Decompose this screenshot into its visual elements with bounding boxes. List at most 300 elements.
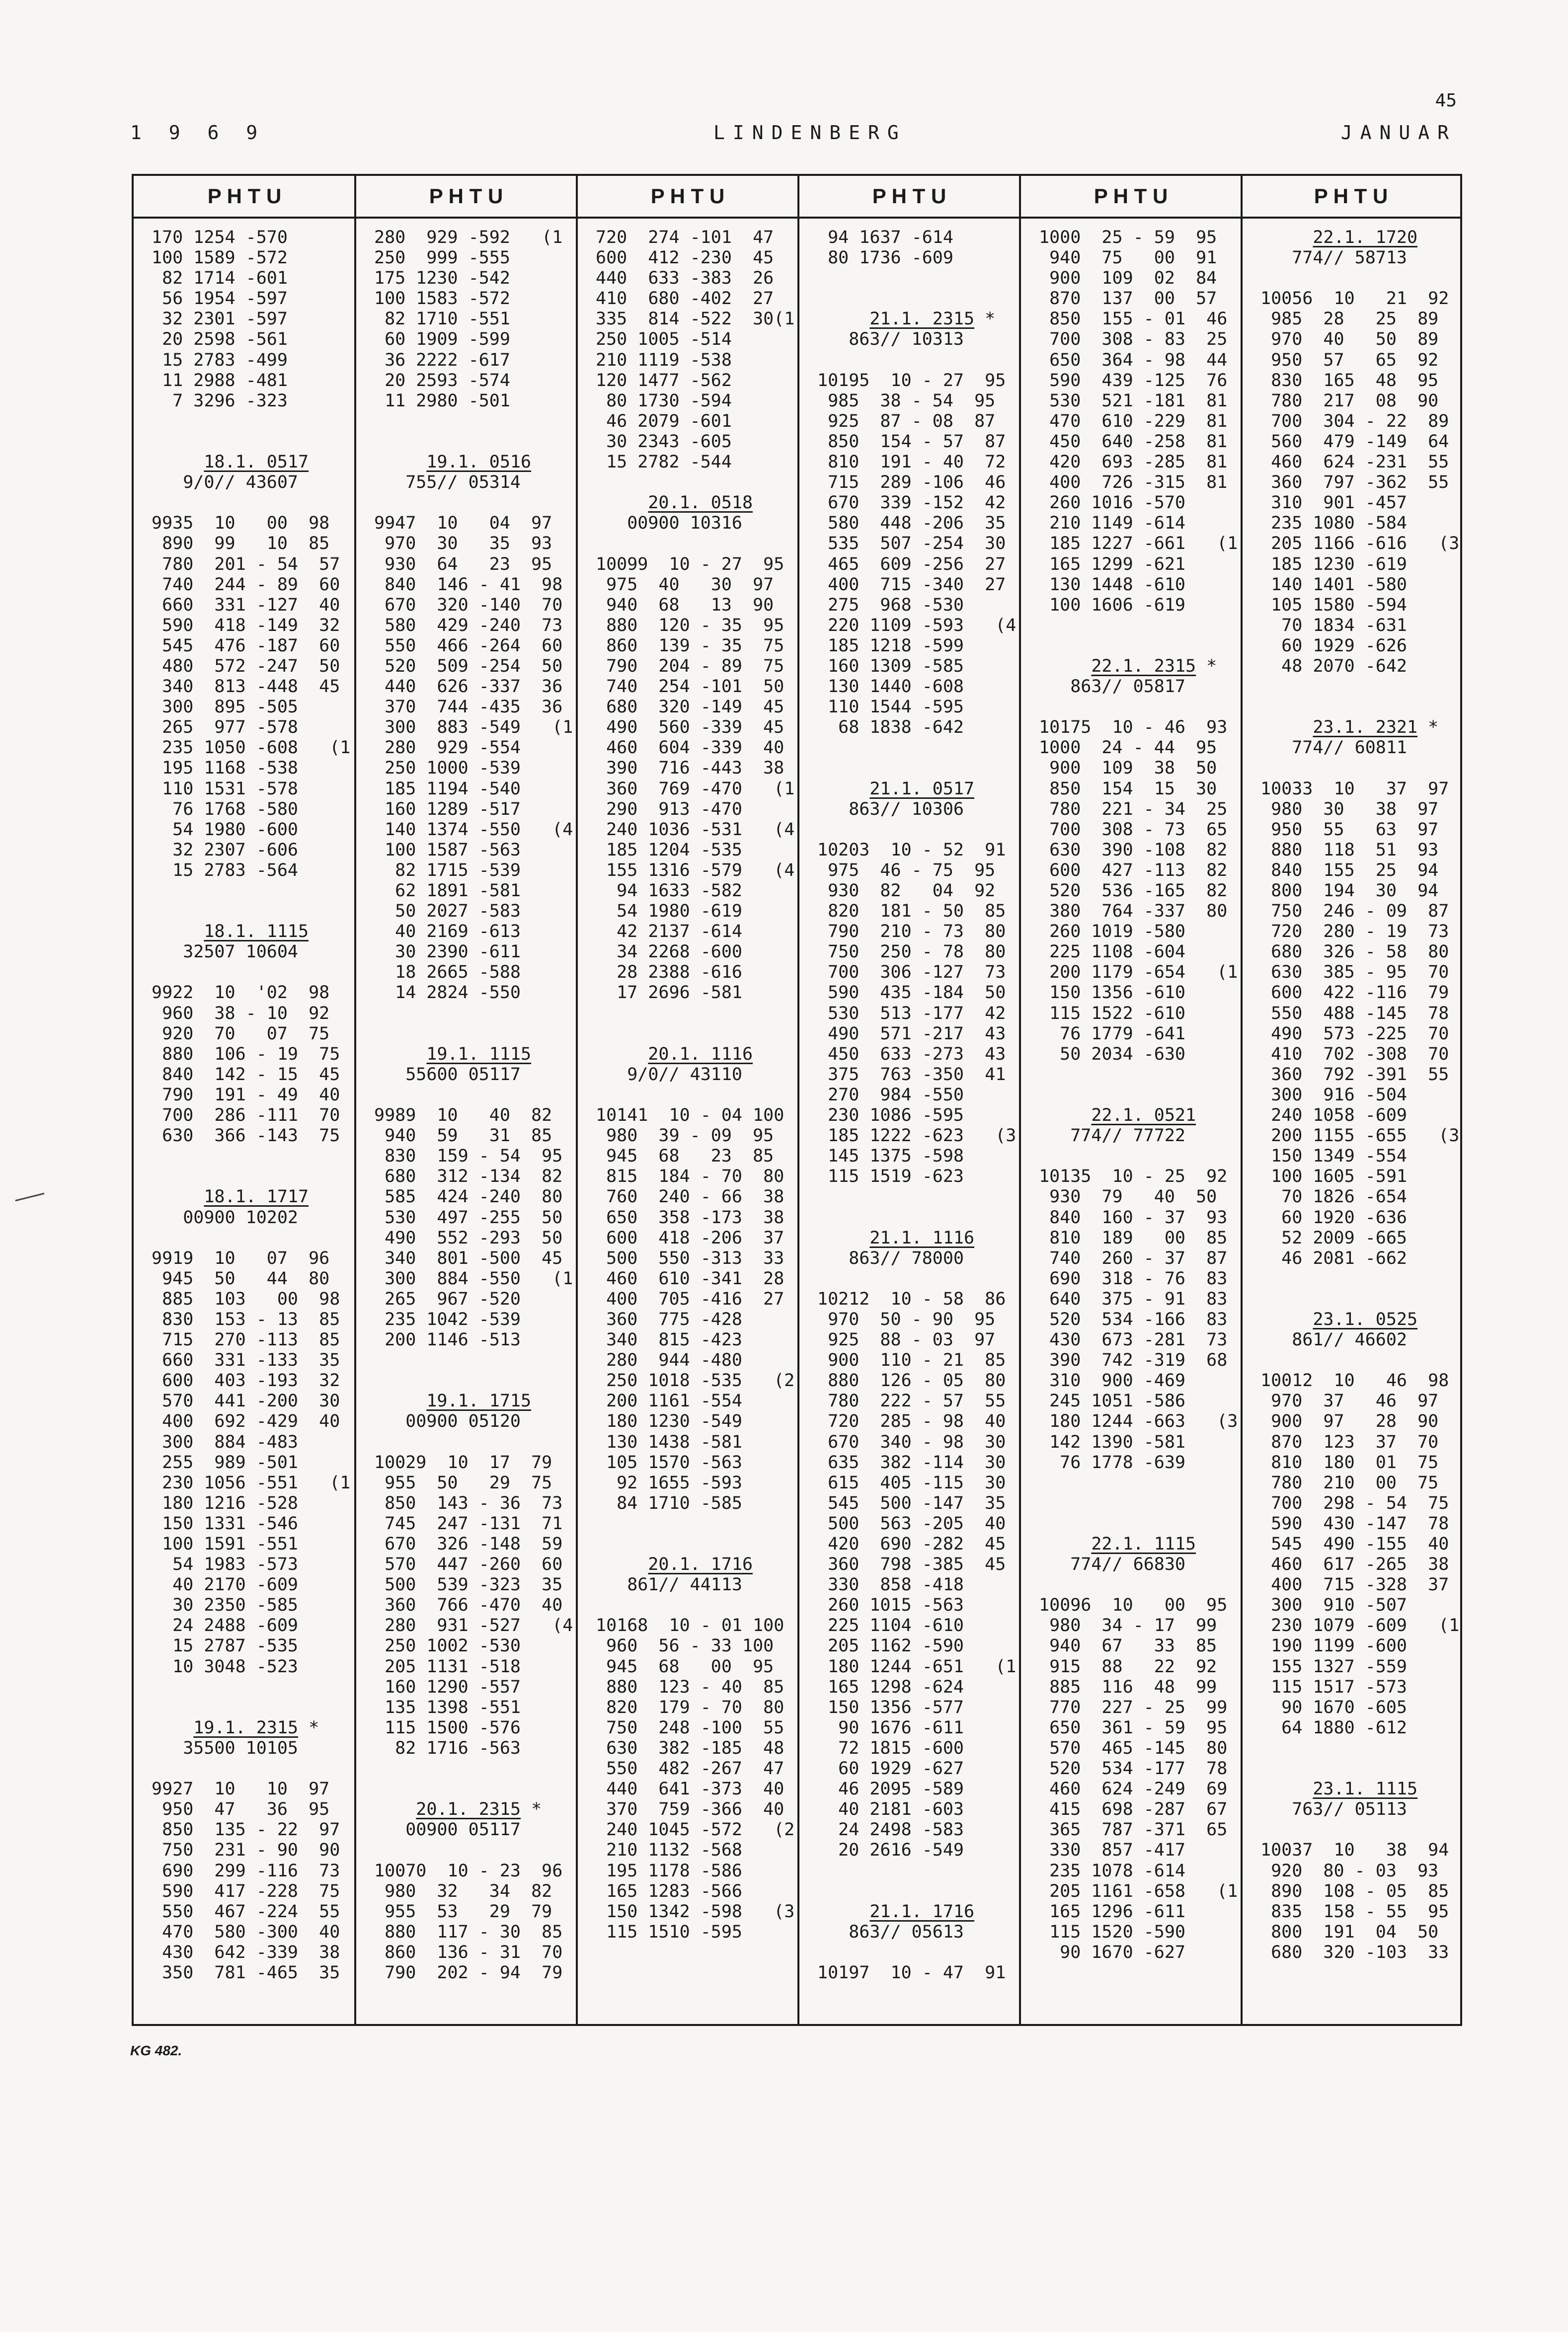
data-row: 570 441 -200 30 bbox=[152, 1391, 340, 1411]
data-row: 520 509 -254 50 bbox=[374, 656, 563, 676]
data-row: 880 118 51 93 bbox=[1260, 840, 1439, 860]
data-row: 830 165 48 95 bbox=[1260, 370, 1439, 390]
data-row: 250 1000 -539 bbox=[374, 758, 521, 778]
sounding-time-title: 22.1. 0521 bbox=[1091, 1105, 1196, 1126]
data-row: 1000 24 - 44 95 bbox=[1039, 738, 1217, 758]
column-header-1: P H T U bbox=[207, 184, 282, 208]
data-row: 115 1520 -590 bbox=[1039, 1922, 1186, 1942]
data-row: 700 286 -111 70 bbox=[152, 1105, 340, 1126]
data-row: 810 191 - 40 72 bbox=[817, 452, 1006, 472]
data-row: 40 2170 -609 bbox=[152, 1575, 299, 1595]
data-row: 100 1605 -591 bbox=[1260, 1166, 1408, 1187]
data-row: 863// 05613 bbox=[817, 1922, 964, 1942]
data-row: 480 572 -247 50 bbox=[152, 656, 340, 676]
data-row: 185 1204 -535 bbox=[596, 840, 743, 860]
data-row: 18 2665 -588 bbox=[374, 962, 521, 983]
data-row: 955 53 29 79 bbox=[374, 1901, 552, 1922]
blank-line bbox=[596, 1595, 797, 1616]
data-row: 890 99 10 85 bbox=[152, 534, 330, 554]
data-row: 780 201 - 54 57 bbox=[152, 554, 340, 574]
data-row: 970 40 50 89 bbox=[1260, 329, 1439, 350]
blank-line bbox=[1260, 1738, 1460, 1759]
data-row: 880 117 - 30 85 bbox=[374, 1922, 563, 1942]
data-row: 580 448 -206 35 bbox=[817, 513, 1006, 534]
data-row: 100 1583 -572 bbox=[374, 289, 510, 309]
data-row: 40 2181 -603 bbox=[817, 1799, 964, 1820]
data-row: 10141 10 - 04 100 bbox=[596, 1105, 784, 1126]
header-year: 1 9 6 9 bbox=[130, 122, 266, 144]
data-row: 1000 25 - 59 95 bbox=[1039, 228, 1217, 247]
data-row: 500 550 -313 33 bbox=[596, 1248, 784, 1268]
data-row: 460 604 -339 40 bbox=[596, 738, 784, 758]
data-row: 9922 10 '02 98 bbox=[152, 983, 330, 1003]
data-row: 630 366 -143 75 bbox=[152, 1126, 340, 1146]
data-row: 190 1199 -600 bbox=[1260, 1636, 1408, 1656]
data-row: 790 191 - 49 40 bbox=[152, 1085, 340, 1105]
sounding-time-title: 20.1. 2315 * bbox=[416, 1799, 542, 1820]
data-row: 400 692 -429 40 bbox=[152, 1411, 340, 1432]
data-row: 280 931 -527 (4 bbox=[374, 1616, 573, 1636]
data-row: 180 1244 -651 (1 bbox=[817, 1656, 1017, 1677]
blank-line bbox=[1039, 1575, 1241, 1595]
data-row: 863// 10306 bbox=[817, 799, 964, 819]
data-row: 700 308 - 73 65 bbox=[1039, 819, 1228, 840]
data-row: 900 109 38 50 bbox=[1039, 758, 1217, 778]
data-row: 130 1440 -608 bbox=[817, 677, 964, 697]
data-row: 330 857 -417 bbox=[1039, 1840, 1186, 1861]
data-row: 465 609 -256 27 bbox=[817, 554, 1006, 574]
data-row: 490 573 -225 70 bbox=[1260, 1023, 1449, 1044]
blank-line bbox=[817, 820, 1019, 840]
data-row: 800 191 04 50 bbox=[1260, 1922, 1439, 1942]
blank-line bbox=[1260, 758, 1460, 778]
data-row: 110 1544 -595 bbox=[817, 697, 964, 717]
data-row: 94 1633 -582 bbox=[596, 881, 743, 901]
data-row: 48 2070 -642 bbox=[1260, 656, 1408, 676]
data-row: 780 221 - 34 25 bbox=[1039, 799, 1228, 819]
data-row: 165 1299 -621 bbox=[1039, 554, 1186, 574]
data-row: 10029 10 17 79 bbox=[374, 1452, 552, 1473]
data-row: 205 1166 -616 (3 bbox=[1260, 534, 1460, 554]
data-row: 680 326 - 58 80 bbox=[1260, 942, 1449, 962]
data-row: 105 1580 -594 bbox=[1260, 595, 1408, 615]
data-row: 720 274 -101 47 bbox=[596, 228, 774, 247]
data-row: 9927 10 10 97 bbox=[152, 1779, 330, 1799]
data-row: 30 2350 -585 bbox=[152, 1595, 299, 1616]
data-row: 120 1477 -562 bbox=[596, 370, 732, 390]
data-row: 300 884 -550 (1 bbox=[374, 1268, 573, 1289]
data-row: 630 385 - 95 70 bbox=[1260, 962, 1449, 983]
data-row: 142 1390 -581 bbox=[1039, 1432, 1186, 1452]
blank-line bbox=[596, 1514, 797, 1534]
sounding-table bbox=[132, 174, 1462, 2026]
data-row: 145 1375 -598 bbox=[817, 1146, 964, 1166]
data-row: 250 1005 -514 bbox=[596, 329, 732, 350]
data-row: 715 270 -113 85 bbox=[152, 1330, 340, 1350]
column-header-6: P H T U bbox=[1314, 184, 1388, 208]
data-row: 430 642 -339 38 bbox=[152, 1942, 340, 1962]
data-row: 195 1178 -586 bbox=[596, 1861, 743, 1881]
data-row: 750 246 - 09 87 bbox=[1260, 901, 1449, 922]
data-row: 90 1670 -605 bbox=[1260, 1697, 1408, 1717]
data-row: 360 769 -470 (1 bbox=[596, 778, 795, 799]
data-row: 10212 10 - 58 86 bbox=[817, 1289, 1006, 1309]
data-row: 545 476 -187 60 bbox=[152, 635, 340, 656]
data-row: 880 126 - 05 80 bbox=[817, 1371, 1006, 1391]
data-row: 245 1051 -586 bbox=[1039, 1391, 1186, 1411]
data-row: 375 763 -350 41 bbox=[817, 1064, 1006, 1085]
data-row: 115 1517 -573 bbox=[1260, 1677, 1408, 1697]
data-row: 750 231 - 90 90 bbox=[152, 1840, 340, 1861]
data-row: 470 580 -300 40 bbox=[152, 1922, 340, 1942]
blank-line bbox=[374, 1024, 576, 1044]
data-row: 590 417 -228 75 bbox=[152, 1881, 340, 1901]
data-row: 235 1050 -608 (1 bbox=[152, 738, 351, 758]
blank-line bbox=[374, 1840, 576, 1861]
data-row: 640 375 - 91 83 bbox=[1039, 1289, 1228, 1309]
data-row: 15 2783 -499 bbox=[152, 350, 288, 370]
data-row: 240 1045 -572 (2 bbox=[596, 1820, 795, 1840]
data-row: 815 184 - 70 80 bbox=[596, 1166, 784, 1187]
data-row: 235 1080 -584 bbox=[1260, 513, 1408, 534]
data-row: 20 2593 -574 bbox=[374, 370, 510, 390]
data-row: 10135 10 - 25 92 bbox=[1039, 1166, 1228, 1187]
data-row: 830 153 - 13 85 bbox=[152, 1309, 340, 1329]
data-row: 500 563 -205 40 bbox=[817, 1513, 1006, 1534]
data-row: 9/0// 43110 bbox=[596, 1064, 743, 1085]
data-row: 20 2598 -561 bbox=[152, 329, 288, 350]
data-row: 235 1042 -539 bbox=[374, 1309, 521, 1329]
data-row: 36 2222 -617 bbox=[374, 350, 510, 370]
sounding-time-title: 21.1. 1716 bbox=[869, 1901, 975, 1922]
blank-line bbox=[817, 1187, 1019, 1207]
data-row: 250 1018 -535 (2 bbox=[596, 1371, 795, 1391]
data-row: 10033 10 37 97 bbox=[1260, 778, 1449, 799]
data-row: 52 2009 -665 bbox=[1260, 1228, 1408, 1248]
data-row: 590 418 -149 32 bbox=[152, 615, 340, 635]
blank-line bbox=[374, 1432, 576, 1453]
data-row: 225 1104 -610 bbox=[817, 1616, 964, 1636]
data-row: 420 693 -285 81 bbox=[1039, 452, 1228, 472]
blank-line bbox=[596, 1024, 797, 1044]
data-row: 210 1149 -614 bbox=[1039, 513, 1186, 534]
data-row: 9919 10 07 96 bbox=[152, 1248, 330, 1268]
data-row: 840 155 25 94 bbox=[1260, 860, 1439, 880]
data-row: 550 482 -267 47 bbox=[596, 1759, 784, 1779]
blank-line bbox=[817, 1881, 1019, 1902]
data-row: 390 742 -319 68 bbox=[1039, 1350, 1228, 1371]
data-row: 135 1398 -551 bbox=[374, 1697, 521, 1717]
blank-line bbox=[817, 758, 1019, 778]
data-row: 863// 05817 bbox=[1039, 677, 1186, 697]
data-row: 440 633 -383 26 bbox=[596, 268, 774, 289]
blank-line bbox=[374, 493, 576, 513]
blank-line bbox=[152, 901, 354, 922]
data-row: 30 2343 -605 bbox=[596, 431, 732, 452]
data-row: 10168 10 - 01 100 bbox=[596, 1616, 784, 1636]
blank-line bbox=[152, 1166, 354, 1187]
data-row: 945 50 44 80 bbox=[152, 1268, 330, 1289]
blank-line bbox=[1039, 616, 1241, 636]
data-row: 30 2390 -611 bbox=[374, 942, 521, 962]
data-row: 830 159 - 54 95 bbox=[374, 1146, 563, 1166]
data-row: 200 1146 -513 bbox=[374, 1330, 521, 1350]
data-row: 50 2027 -583 bbox=[374, 901, 521, 922]
data-row: 940 68 13 90 bbox=[596, 595, 774, 615]
data-row: 740 260 - 37 87 bbox=[1039, 1248, 1228, 1268]
data-row: 925 88 - 03 97 bbox=[817, 1330, 996, 1350]
data-row: 230 1086 -595 bbox=[817, 1105, 964, 1126]
data-row: 11 2988 -481 bbox=[152, 370, 288, 390]
data-row: 890 108 - 05 85 bbox=[1260, 1881, 1449, 1901]
data-row: 140 1374 -550 (4 bbox=[374, 819, 573, 840]
blank-line bbox=[596, 472, 797, 493]
data-row: 535 507 -254 30 bbox=[817, 534, 1006, 554]
data-row: 9935 10 00 98 bbox=[152, 513, 330, 534]
data-row: 300 884 -483 bbox=[152, 1432, 299, 1452]
data-row: 985 28 25 89 bbox=[1260, 309, 1439, 329]
data-row: 100 1587 -563 bbox=[374, 840, 521, 860]
data-row: 340 815 -423 bbox=[596, 1330, 743, 1350]
data-row: 650 358 -173 38 bbox=[596, 1207, 784, 1228]
data-row: 970 30 35 93 bbox=[374, 534, 552, 554]
data-row: 210 1119 -538 bbox=[596, 350, 732, 370]
data-row: 850 143 - 36 73 bbox=[374, 1493, 563, 1513]
form-number: KG 482. bbox=[130, 2043, 182, 2058]
data-row: 590 439 -125 76 bbox=[1039, 370, 1228, 390]
blank-line bbox=[374, 411, 576, 432]
sounding-time-title: 22.1. 1115 bbox=[1091, 1534, 1196, 1554]
data-row: 60 1929 -626 bbox=[1260, 635, 1408, 656]
data-row: 760 240 - 66 38 bbox=[596, 1187, 784, 1207]
data-row: 550 466 -264 60 bbox=[374, 635, 563, 656]
data-row: 180 1244 -663 (3 bbox=[1039, 1411, 1238, 1432]
data-row: 280 929 -554 bbox=[374, 738, 521, 758]
table-header-row bbox=[134, 176, 1460, 219]
data-row: 195 1168 -538 bbox=[152, 758, 299, 778]
data-row: 10 3048 -523 bbox=[152, 1656, 299, 1677]
data-row: 590 430 -147 78 bbox=[1260, 1513, 1449, 1534]
data-row: 650 364 - 98 44 bbox=[1039, 350, 1228, 370]
blank-line bbox=[374, 1371, 576, 1391]
data-row: 820 179 - 70 80 bbox=[596, 1697, 784, 1717]
data-row: 76 1778 -639 bbox=[1039, 1452, 1186, 1473]
data-row: 205 1161 -658 (1 bbox=[1039, 1881, 1238, 1901]
data-row: 140 1401 -580 bbox=[1260, 574, 1408, 595]
data-row: 860 139 - 35 75 bbox=[596, 635, 784, 656]
data-row: 550 467 -224 55 bbox=[152, 1901, 340, 1922]
data-row: 840 160 - 37 93 bbox=[1039, 1207, 1228, 1228]
data-row: 763// 05113 bbox=[1260, 1799, 1408, 1820]
data-row: 64 1880 -612 bbox=[1260, 1717, 1408, 1738]
data-row: 310 900 -469 bbox=[1039, 1371, 1186, 1391]
data-row: 115 1522 -610 bbox=[1039, 1003, 1186, 1023]
sounding-time-title: 22.1. 1720 bbox=[1313, 228, 1418, 247]
sounding-time-title: 18.1. 0517 bbox=[204, 452, 309, 472]
data-row: 160 1289 -517 bbox=[374, 799, 521, 819]
data-row: 250 999 -555 bbox=[374, 248, 510, 268]
sounding-time-title: 19.1. 0516 bbox=[426, 452, 532, 472]
data-row: 55600 05117 bbox=[374, 1064, 521, 1085]
data-row: 165 1283 -566 bbox=[596, 1881, 743, 1901]
data-row: 180 1230 -549 bbox=[596, 1411, 743, 1432]
sounding-time-title: 21.1. 0517 bbox=[869, 778, 975, 799]
data-row: 740 254 -101 50 bbox=[596, 677, 784, 697]
data-row: 60 1909 -599 bbox=[374, 329, 510, 350]
data-row: 35500 10105 bbox=[152, 1738, 299, 1758]
data-row: 780 210 00 75 bbox=[1260, 1473, 1439, 1493]
data-row: 774// 66830 bbox=[1039, 1555, 1186, 1575]
blank-line bbox=[374, 1004, 576, 1024]
data-row: 60 1929 -627 bbox=[817, 1759, 964, 1779]
data-row: 340 801 -500 45 bbox=[374, 1248, 563, 1268]
data-row: 290 913 -470 bbox=[596, 799, 743, 819]
data-row: 360 775 -428 bbox=[596, 1309, 743, 1329]
data-row: 520 536 -165 82 bbox=[1039, 881, 1228, 901]
blank-line bbox=[1260, 1820, 1460, 1840]
data-row: 500 539 -323 35 bbox=[374, 1575, 563, 1595]
data-row: 72 1815 -600 bbox=[817, 1738, 964, 1758]
data-row: 400 715 -328 37 bbox=[1260, 1575, 1449, 1595]
data-row: 700 306 -127 73 bbox=[817, 962, 1006, 983]
data-row: 980 34 - 17 99 bbox=[1039, 1616, 1217, 1636]
column-header-3: P H T U bbox=[650, 184, 725, 208]
data-row: 810 189 00 85 bbox=[1039, 1228, 1228, 1248]
data-row: 240 1058 -609 bbox=[1260, 1105, 1408, 1126]
sounding-time-title: 22.1. 2315 * bbox=[1091, 656, 1217, 676]
blank-line bbox=[596, 534, 797, 554]
data-row: 680 320 -103 33 bbox=[1260, 1942, 1449, 1962]
data-row: 450 633 -273 43 bbox=[817, 1044, 1006, 1064]
data-row: 165 1296 -611 bbox=[1039, 1901, 1186, 1922]
data-row: 225 1108 -604 bbox=[1039, 942, 1186, 962]
data-row: 600 412 -230 45 bbox=[596, 248, 774, 268]
data-row: 585 424 -240 80 bbox=[374, 1187, 563, 1207]
sounding-time-title: 18.1. 1717 bbox=[204, 1187, 309, 1207]
data-row: 10099 10 - 27 95 bbox=[596, 554, 784, 574]
blank-line bbox=[817, 289, 1019, 309]
data-row: 62 1891 -581 bbox=[374, 881, 521, 901]
blank-line bbox=[152, 1677, 354, 1698]
data-row: 410 702 -308 70 bbox=[1260, 1044, 1449, 1064]
data-row: 150 1349 -554 bbox=[1260, 1146, 1408, 1166]
data-row: 774// 58713 bbox=[1260, 248, 1408, 268]
data-row: 750 250 - 78 80 bbox=[817, 942, 1006, 962]
header-month: JANUAR bbox=[1340, 122, 1457, 144]
data-row: 46 2081 -662 bbox=[1260, 1248, 1408, 1268]
data-row: 850 154 15 30 bbox=[1039, 778, 1217, 799]
data-row: 10197 10 - 47 91 bbox=[817, 1962, 1006, 1983]
data-row: 650 361 - 59 95 bbox=[1039, 1717, 1228, 1738]
header-station: LINDENBERG bbox=[713, 122, 907, 144]
data-row: 300 916 -504 bbox=[1260, 1085, 1408, 1105]
blank-line bbox=[374, 432, 576, 452]
data-row: 70 1826 -654 bbox=[1260, 1187, 1408, 1207]
blank-line bbox=[1039, 1085, 1241, 1105]
data-row: 185 1230 -619 bbox=[1260, 554, 1408, 574]
blank-line bbox=[374, 1759, 576, 1779]
blank-line bbox=[1260, 1289, 1460, 1310]
data-row: 155 1316 -579 (4 bbox=[596, 860, 795, 880]
data-row: 32507 10604 bbox=[152, 942, 299, 962]
data-row: 185 1222 -623 (3 bbox=[817, 1126, 1017, 1146]
data-row: 850 135 - 22 97 bbox=[152, 1820, 340, 1840]
data-row: 975 40 30 97 bbox=[596, 574, 774, 595]
data-row: 630 390 -108 82 bbox=[1039, 840, 1228, 860]
data-row: 635 382 -114 30 bbox=[817, 1452, 1006, 1473]
data-row: 60 1920 -636 bbox=[1260, 1207, 1408, 1228]
data-row: 00900 05117 bbox=[374, 1820, 521, 1840]
data-row: 660 331 -127 40 bbox=[152, 595, 340, 615]
column-header-5: P H T U bbox=[1094, 184, 1168, 208]
data-row: 56 1954 -597 bbox=[152, 289, 288, 309]
data-row: 715 289 -106 46 bbox=[817, 472, 1006, 493]
data-row: 774// 60811 bbox=[1260, 738, 1408, 758]
data-row: 260 1016 -570 bbox=[1039, 493, 1186, 513]
blank-line bbox=[817, 268, 1019, 289]
data-row: 835 158 - 55 95 bbox=[1260, 1901, 1449, 1922]
data-row: 885 116 48 99 bbox=[1039, 1677, 1217, 1697]
data-row: 440 626 -337 36 bbox=[374, 677, 563, 697]
data-row: 780 217 08 90 bbox=[1260, 390, 1439, 411]
data-row: 00900 10316 bbox=[596, 513, 743, 534]
data-column-1 bbox=[134, 228, 354, 2024]
data-row: 130 1438 -581 bbox=[596, 1432, 743, 1452]
data-row: 260 1019 -580 bbox=[1039, 922, 1186, 942]
blank-line bbox=[152, 962, 354, 983]
data-row: 950 47 36 95 bbox=[152, 1799, 330, 1820]
data-row: 670 320 -140 70 bbox=[374, 595, 563, 615]
data-row: 54 1983 -573 bbox=[152, 1555, 299, 1575]
blank-line bbox=[1039, 1514, 1241, 1534]
data-row: 840 142 - 15 45 bbox=[152, 1064, 340, 1085]
data-row: 235 1078 -614 bbox=[1039, 1861, 1186, 1881]
data-row: 360 766 -470 40 bbox=[374, 1595, 563, 1616]
blank-line bbox=[817, 1208, 1019, 1228]
data-row: 15 2787 -535 bbox=[152, 1636, 299, 1656]
data-row: 490 560 -339 45 bbox=[596, 717, 784, 738]
data-row: 15 2783 -564 bbox=[152, 860, 299, 880]
data-row: 82 1714 -601 bbox=[152, 268, 288, 289]
data-row: 550 488 -145 78 bbox=[1260, 1003, 1449, 1023]
data-row: 180 1216 -528 bbox=[152, 1493, 299, 1513]
data-row: 170 1254 -570 bbox=[152, 228, 288, 247]
data-row: 24 2498 -583 bbox=[817, 1820, 964, 1840]
data-row: 863// 78000 bbox=[817, 1248, 964, 1268]
data-row: 615 405 -115 30 bbox=[817, 1473, 1006, 1493]
blank-line bbox=[1260, 697, 1460, 717]
data-row: 260 1015 -563 bbox=[817, 1595, 964, 1616]
data-row: 270 984 -550 bbox=[817, 1085, 964, 1105]
data-row: 490 571 -217 43 bbox=[817, 1023, 1006, 1044]
data-row: 15 2782 -544 bbox=[596, 452, 732, 472]
data-row: 90 1670 -627 bbox=[1039, 1942, 1186, 1962]
data-row: 340 813 -448 45 bbox=[152, 677, 340, 697]
data-row: 265 967 -520 bbox=[374, 1289, 521, 1309]
data-row: 850 155 - 01 46 bbox=[1039, 309, 1228, 329]
data-row: 440 641 -373 40 bbox=[596, 1779, 784, 1799]
data-row: 863// 10313 bbox=[817, 329, 964, 350]
data-row: 880 106 - 19 75 bbox=[152, 1044, 340, 1064]
data-row: 280 929 -592 (1 bbox=[374, 228, 563, 247]
data-row: 930 79 40 50 bbox=[1039, 1187, 1217, 1207]
data-row: 165 1298 -624 bbox=[817, 1677, 964, 1697]
data-row: 155 1327 -559 bbox=[1260, 1656, 1408, 1677]
data-row: 885 103 00 98 bbox=[152, 1289, 340, 1309]
data-row: 870 137 00 57 bbox=[1039, 289, 1217, 309]
data-row: 105 1570 -563 bbox=[596, 1452, 743, 1473]
data-row: 17 2696 -581 bbox=[596, 983, 743, 1003]
